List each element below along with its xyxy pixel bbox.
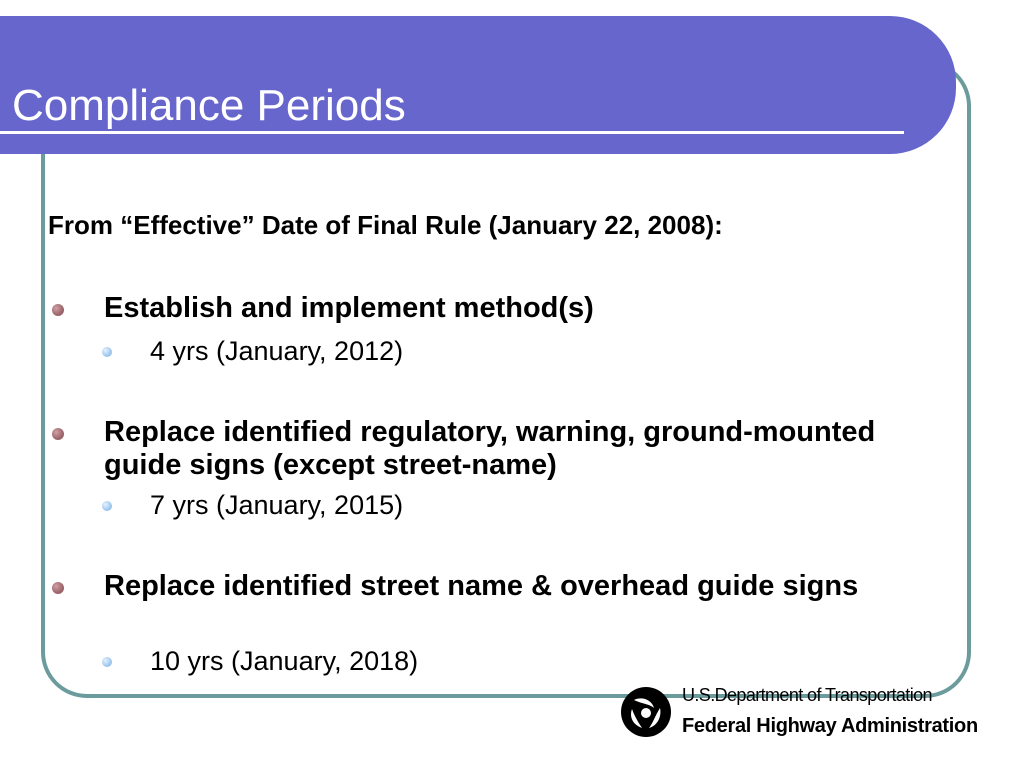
sub-list-item-text: 7 yrs (January, 2015) bbox=[150, 490, 404, 520]
small-round-bullet-icon bbox=[102, 501, 112, 511]
list-item-text: Replace identified street name & overhead guide signs bbox=[104, 570, 859, 602]
slide-title: Compliance Periods bbox=[12, 81, 406, 130]
small-round-bullet-icon bbox=[102, 347, 112, 357]
agency-name-line1: U.S.Department of Transportation bbox=[682, 685, 932, 705]
round-bullet-icon bbox=[52, 304, 64, 316]
title-underline bbox=[0, 131, 904, 134]
round-bullet-icon bbox=[52, 428, 64, 440]
sub-list-item-text: 10 yrs (January, 2018) bbox=[150, 646, 419, 676]
dot-tri-swirl-logo-icon bbox=[620, 686, 672, 738]
dot-fhwa-logo bbox=[620, 682, 1000, 754]
agency-name-line2: Federal Highway Administration bbox=[682, 715, 978, 737]
small-round-bullet-icon bbox=[102, 657, 112, 667]
list-item-text: Replace identified regulatory, warning, ground-mounted guide signs (except street-name) bbox=[104, 416, 876, 481]
sub-list-item-text: 4 yrs (January, 2012) bbox=[150, 336, 404, 366]
list-item-text: Establish and implement method(s) bbox=[104, 292, 594, 324]
round-bullet-icon bbox=[52, 582, 64, 594]
intro-heading: From “Effective” Date of Final Rule (January 22, 2008): bbox=[48, 210, 723, 240]
